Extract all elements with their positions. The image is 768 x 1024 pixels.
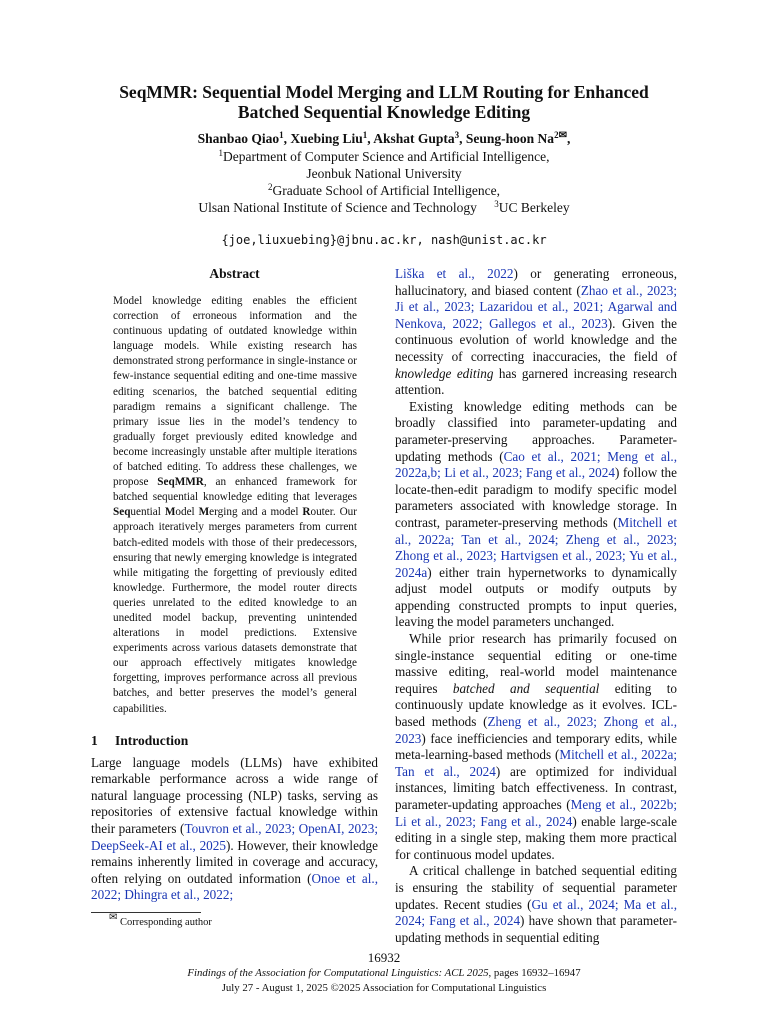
copyright-line: July 27 - August 1, 2025 ©2025 Association for Computational Linguistics [221,982,547,994]
affiliation-1-line-1 [60,148,708,166]
section-number: 1 [91,732,98,748]
affiliation-2-mark: 2 [267,182,273,192]
affiliation-1-mark: 1 [218,148,223,158]
abstract-heading: Abstract [209,266,260,281]
citation-link[interactable]: Touvron et al., 2023; OpenAI, 2023; DeepSeek-AI et al., 2025 [91,821,378,853]
page-number: 16932 [367,950,401,965]
venue-name: Findings of the Association for Computational Linguistics: ACL 2025 [187,967,489,979]
citation-link[interactable]: Zhao et al., 2023; Ji et al., 2023; Lazaridou et al., 2021; Agarwal and Nenkova, 2022; Gallegos et al., 2023 [395,282,677,331]
paper-title [60,82,708,122]
citation-link[interactable]: Zheng et al., 2023; Zhong et al., 2023 [395,714,678,746]
intro-paragraph-2: Existing knowledge editing methods can be broadly classified into parameter-updating and parameter-preserving approaches. Parameter-updating methods (Cao et al., 2021; Meng et al., 2022a,b; Li et al., 2023; Fang et al., 2024) follow the locate-then-edit paradigm to modify specific model parameters associated with knowledge storage. In contrast, parameter-preserving methods (Mitchell et al., 2022a; Tan et al., 2024; Zheng et al., 2023; Zhong et al., 2023; Hartvigsen et al., 2023; Yu et al., 2024a) either train hypernetworks to dynamically adjust model outputs or modify outputs by appending constructed prompts to input queries, leaving the model parameters unchanged. [395,398,677,630]
intro-paragraph-1-cont: Liška et al., 2022) or generating erroneous, hallucinatory, and biased content (Zhao et al., 2023; Ji et al., 2023; Lazaridou et al., 2021; Agarwal and Nenkova, 2022; Gallegos et al., 2023). Given the continuous evolution of world knowledge and the necessity of correcting inaccuracies, the field of knowledge editing has garnered increasing research attention. [395,266,677,398]
author-3-affil: 3 [454,130,460,140]
footnote-divider [91,912,201,913]
author-1: Shanbao Qiao [197,131,280,146]
envelope-icon: ✉ [558,130,567,141]
author-4: Seung-hoon Na [465,131,555,146]
intro-paragraph-4: A critical challenge in batched sequential editing is ensuring the stability of sequential parameter updates. Recent studies (Gu et al., 2024; Ma et al., 2024; Fang et al., 2024) have shown that parameter-updating methods in sequential editing [395,863,677,945]
right-column [395,266,677,946]
author-emails: {joe,liuxuebing}@jbnu.ac.kr, nash@unist.ac.kr [221,233,547,247]
citation-link[interactable]: Liška et al., 2022 [395,266,514,281]
author-2: Xuebing Liu [290,131,363,146]
envelope-icon: ✉ [109,911,118,923]
citation-link[interactable]: Mitchell et al., 2022a; Tan et al., 2024; Zheng et al., 2023; Zhong et al., 2023; Hartvigsen et al., 2023; Yu et al., 2024a [395,514,677,580]
affiliation-2-line-1 [60,182,708,200]
footnote [91,911,378,928]
intro-paragraph-1: Large language models (LLMs) have exhibited remarkable performance across a wide range of natural language processing (NLP) tasks, serving as repositories of extensive factual knowledge within their parameters (Touvron et al., 2023; OpenAI, 2023; DeepSeek-AI et al., 2025). However, their knowledge remains inherently limited in coverage and accuracy, often relying on outdated information (Onoe et al., 2022; Dhingra et al., 2022; [91,754,378,903]
citation-link[interactable]: Onoe et al., 2022; Dhingra et al., 2022; [91,870,378,903]
citation-link[interactable]: Gu et al., 2024; Ma et al., 2024; Fang et al., 2024 [395,896,677,929]
title-line-2: Batched Sequential Knowledge Editing [237,102,531,122]
author-4-affil: 2 [554,130,559,140]
author-list: Shanbao Qiao$^1$, Xuebing Liu$^1$, Akshat Gupta$^3$, Seung-hoon $Na^{2✉}$, [197,130,571,146]
affiliation-2-text: Graduate School of Artificial Intelligence, [272,183,501,198]
introduction-heading [91,733,378,749]
citation-link[interactable]: Mitchell et al., 2022a; Tan et al., 2024 [395,747,677,779]
citation-link[interactable]: Meng et al., 2022b; Li et al., 2023; Fang et al., 2024 [395,797,677,829]
affiliation-3-text: UC Berkeley [498,200,570,215]
left-column [91,266,378,928]
author-3: Akshat Gupta [373,131,455,146]
title-line-1: SeqMMR: Sequential Model Merging and LLM Routing for Enhanced [119,82,649,102]
affiliation-2-institution: Ulsan National Institute of Science and Technology [198,200,477,215]
venue-pages: , pages 16932–16947 [488,967,581,979]
affiliation-3-mark: 3 [494,199,499,209]
citation-link[interactable]: Cao et al., 2021; Meng et al., 2022a,b; Li et al., 2023; Fang et al., 2024 [395,448,677,481]
affiliation-1-text: Department of Computer Science and Artificial Intelligence, [222,149,550,164]
author-1-affil: 1 [279,130,284,140]
section-title: Introduction [115,732,189,748]
abstract-text: Model knowledge editing enables the efficient correction of erroneous information and the continuous updating of outdated knowledge within language models. While existing research has demonstrated strong performance in single-instance or few-instance sequential editing and one-time massive editing scenarios, the batched sequential editing paradigm remains a significant challenge. The primary issue lies in the model’s tendency to gradually forget previously edited knowledge and become increasingly unstable after multiple iterations of batched editing. To address these challenges, we propose SeqMMR, an enhanced framework for batched sequential knowledge editing that leverages Sequential Model Merging and a model Router. Our approach iteratively merges parameters from current batch-edited models with those of their predecessors, ensuring that newly emerging knowledge is integrated while mitigating the forgetting of previously edited knowledge. Furthermore, the model router directs queries unrelated to the edited knowledge to an unedited model backup, preventing unintended alterations in model predictions. Extensive experiments across various datasets demonstrate that our approach effectively mitigates knowledge forgetting, improves performance across all previous batches, and better preserves the model’s general capabilities. [113,295,358,715]
author-2-affil: 1 [362,130,368,140]
venue-line [0,967,768,979]
footnote-text: Corresponding author [120,916,212,928]
affiliation-2-line-2 [60,199,708,217]
affiliation-1-line-2: Jeonbuk National University [306,166,462,181]
intro-paragraph-3: While prior research has primarily focused on single-instance sequential editing or one-time massive editing, real-world model maintenance requires batched and sequential editing to continuously update knowledge as it evolves. ICL-based methods (Zheng et al., 2023; Zhong et al., 2023) face inefficiencies and temporary edits, while meta-learning-based methods (Mitchell et al., 2022a; Tan et al., 2024) are optimized for individual instances, limiting batch effectiveness. In contrast, parameter-updating approaches (Meng et al., 2022b; Li et al., 2023; Fang et al., 2024) enable large-scale editing in a single step, making them more practical for continuous model updates. [395,631,678,862]
